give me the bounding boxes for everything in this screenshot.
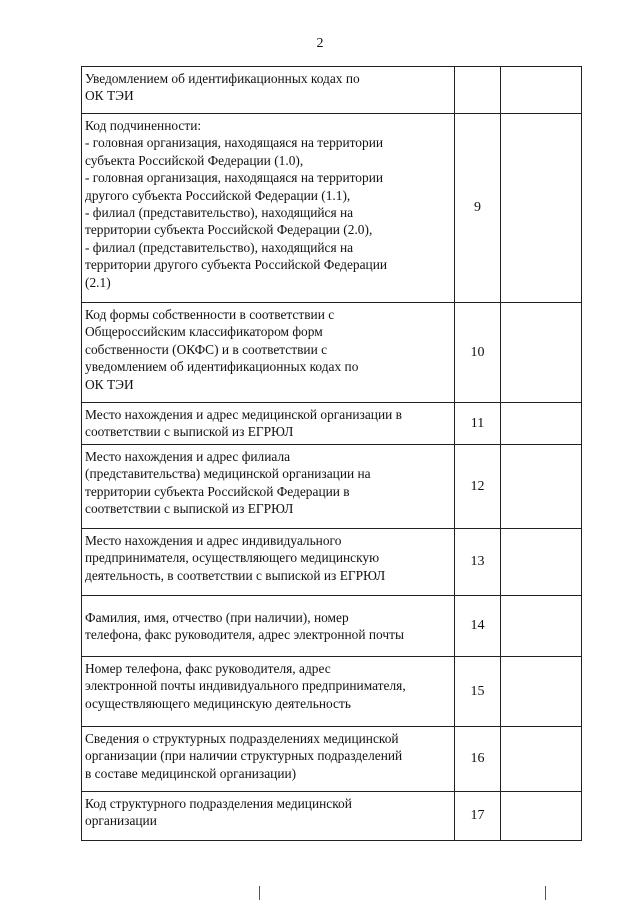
page-number: 2: [316, 36, 324, 51]
table-row: [82, 792, 582, 841]
row-description-text: Фамилия, имя, отчество (при наличии), номер телефона, факс руководителя, адрес электронной почты: [85, 610, 404, 643]
row-value-cell: [501, 727, 582, 792]
row-value-cell: [501, 792, 582, 841]
table-row: [82, 403, 582, 445]
table-row: [82, 114, 582, 303]
row-number: 13: [455, 529, 501, 596]
row-description: [82, 114, 455, 303]
row-number: 15: [455, 657, 501, 727]
row-description-text: Место нахождения и адрес филиала (представительства) медицинской организации на территории субъекта Российской Федерации в соответствии с выпиской из ЕГРЮЛ: [85, 449, 371, 517]
row-description-text: Место нахождения и адрес индивидуального предпринимателя, осуществляющего медицинскую деятельность, в соответствии с выпиской из ЕГРЮЛ: [85, 533, 386, 583]
row-description: [82, 303, 455, 403]
form-table: [81, 66, 582, 841]
row-description: [82, 529, 455, 596]
table-row: [82, 657, 582, 727]
row-value-cell: [501, 596, 582, 657]
table-row: [82, 445, 582, 529]
row-value-cell: [501, 445, 582, 529]
row-number: 9: [455, 114, 501, 303]
row-number: 10: [455, 303, 501, 403]
row-value-cell: [501, 529, 582, 596]
scan-mark-right: [545, 886, 546, 900]
row-description: [82, 445, 455, 529]
row-description: [82, 657, 455, 727]
row-value-cell: [501, 657, 582, 727]
row-number: 11: [455, 403, 501, 445]
row-number: 14: [455, 596, 501, 657]
row-number: 17: [455, 792, 501, 841]
row-description-text: Код формы собственности в соответствии с Общероссийским классификатором форм собственности (ОКФС) и в соответствии с уведомлением об идентификационных кодах по ОК ТЭИ: [85, 307, 359, 392]
row-description-text: Уведомлением об идентификационных кодах по ОК ТЭИ: [85, 71, 360, 104]
table-row: [82, 67, 582, 114]
table-row: [82, 727, 582, 792]
table-row: [82, 303, 582, 403]
table-row: [82, 596, 582, 657]
row-description: [82, 727, 455, 792]
row-description-text: Сведения о структурных подразделениях медицинской организации (при наличии структурных подразделений в составе медицинской организации): [85, 731, 403, 781]
row-number: 12: [455, 445, 501, 529]
row-description-text: Код подчиненности: - головная организация, находящаяся на территории субъекта Российской Федерации (1.0), - головная организация, находящаяся на территории другого субъекта Российской Федерации (1.1), - филиал (представительство), находящийся на территории субъекта Российской Федерации (2.0), - филиал (представительство), находящийся на территории другого субъекта Российской Федерации (2.1): [85, 118, 388, 290]
row-number: [455, 67, 501, 114]
scan-mark-left: [259, 886, 260, 900]
row-value-cell: [501, 114, 582, 303]
row-description: [82, 792, 455, 841]
row-description-text: Код структурного подразделения медицинской организации: [85, 796, 352, 829]
table-row: [82, 529, 582, 596]
row-description-text: Место нахождения и адрес медицинской организации в соответствии с выпиской из ЕГРЮЛ: [85, 407, 402, 440]
row-description: [82, 67, 455, 114]
row-description: [82, 403, 455, 445]
row-description-text: Номер телефона, факс руководителя, адрес электронной почты индивидуального предпринимателя, осуществляющего медицинскую деятельность: [85, 661, 406, 711]
row-value-cell: [501, 67, 582, 114]
row-value-cell: [501, 303, 582, 403]
row-description: [82, 596, 455, 657]
row-value-cell: [501, 403, 582, 445]
row-number: 16: [455, 727, 501, 792]
